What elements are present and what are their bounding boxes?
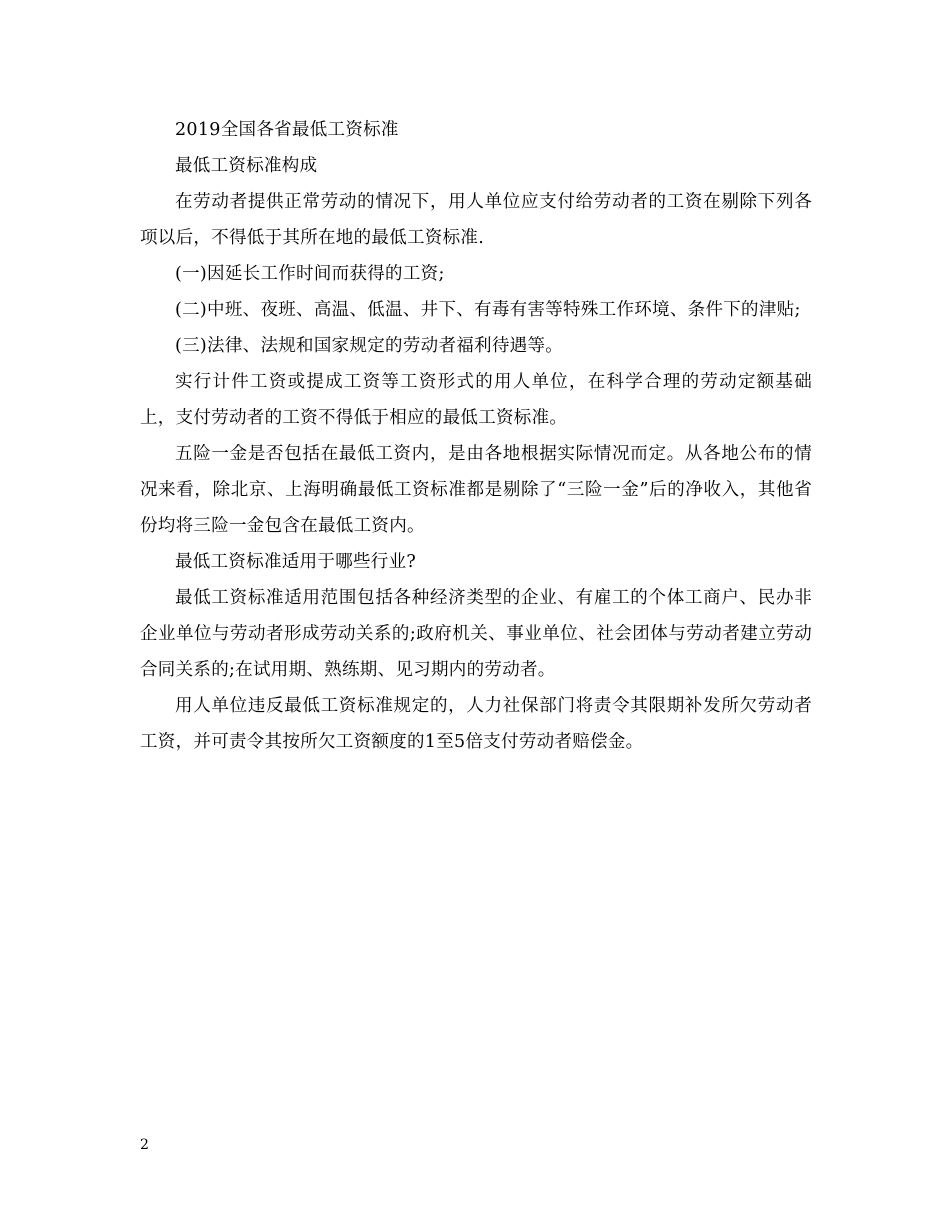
list-item: (二)中班、夜班、高温、低温、井下、有毒有害等特殊工作环境、条件下的津贴; [175,300,801,320]
paragraph: 实行计件工资或提成工资等工资形式的用人单位，在科学合理的劳动定额基础上，支付劳动者的工资不得低于相应的最低工资标准。 [140,372,812,428]
list-item: (三)法律、法规和国家规定的劳动者福利待遇等。 [175,336,564,356]
list-item: (一)因延长工作时间而获得的工资; [175,264,445,284]
document-body [140,112,812,760]
section-heading: 最低工资标准适用于哪些行业? [175,552,417,572]
paragraph: 在劳动者提供正常劳动的情况下，用人单位应支付给劳动者的工资在剔除下列各项以后，不得低于其所在地的最低工资标准. [140,192,812,248]
section-heading: 最低工资标准构成 [175,156,318,176]
document-title: 2019全国各省最低工资标准 [175,120,399,140]
page-number: 2 [140,1137,149,1153]
paragraph: 用人单位违反最低工资标准规定的，人力社保部门将责令其限期补发所欠劳动者工资，并可责令其按所欠工资额度的1至5倍支付劳动者赔偿金。 [140,696,812,752]
paragraph: 最低工资标准适用范围包括各种经济类型的企业、有雇工的个体工商户、民办非企业单位与劳动者形成劳动关系的;政府机关、事业单位、社会团体与劳动者建立劳动合同关系的;在试用期、熟练期、见习期内的劳动者。 [140,588,812,680]
paragraph: 五险一金是否包括在最低工资内，是由各地根据实际情况而定。从各地公布的情况来看，除北京、上海明确最低工资标准都是剔除了“三险一金”后的净收入，其他省份均将三险一金包含在最低工资内。 [140,444,812,536]
